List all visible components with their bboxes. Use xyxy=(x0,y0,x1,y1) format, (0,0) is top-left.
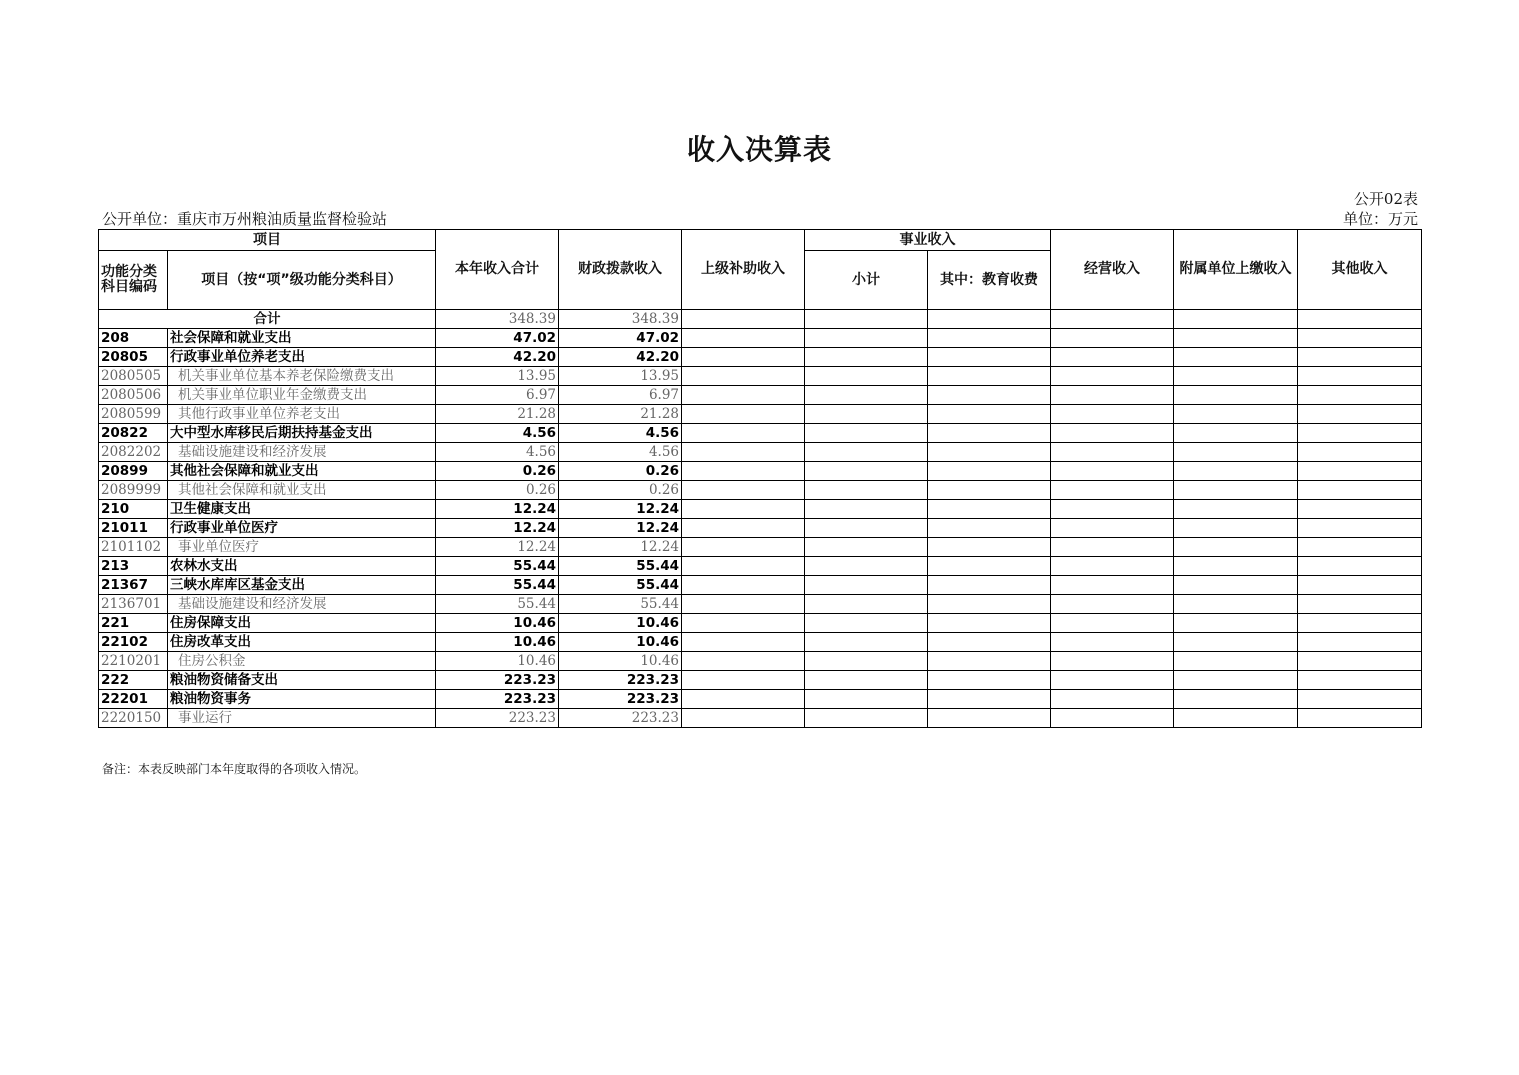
row-code: 2220150 xyxy=(99,709,168,728)
empty-cell xyxy=(805,405,928,424)
row-fiscal: 223.23 xyxy=(559,690,682,709)
empty-cell xyxy=(682,633,805,652)
empty-cell xyxy=(1298,348,1422,367)
row-fiscal: 55.44 xyxy=(559,595,682,614)
empty-cell xyxy=(1051,709,1174,728)
row-total: 223.23 xyxy=(436,671,559,690)
empty-cell xyxy=(1051,424,1174,443)
empty-cell xyxy=(1174,367,1298,386)
page-title: 收入决算表 xyxy=(686,133,832,166)
table-row xyxy=(99,538,1422,557)
empty-cell xyxy=(928,576,1051,595)
table-row xyxy=(99,500,1422,519)
empty-cell xyxy=(1298,443,1422,462)
total-label: 合计 xyxy=(99,310,436,329)
row-total: 4.56 xyxy=(436,424,559,443)
empty-cell xyxy=(805,348,928,367)
empty-cell xyxy=(1298,709,1422,728)
row-code: 210 xyxy=(99,500,168,519)
empty-cell xyxy=(682,519,805,538)
row-code: 221 xyxy=(99,614,168,633)
row-fiscal: 6.97 xyxy=(559,386,682,405)
table-row xyxy=(99,443,1422,462)
row-name: 住房公积金 xyxy=(168,652,436,671)
row-total: 0.26 xyxy=(436,481,559,500)
empty-cell xyxy=(1051,500,1174,519)
row-fiscal: 4.56 xyxy=(559,443,682,462)
empty-cell xyxy=(682,576,805,595)
header-subtotal: 小计 xyxy=(805,251,928,310)
row-fiscal: 4.56 xyxy=(559,424,682,443)
row-fiscal: 223.23 xyxy=(559,671,682,690)
empty-cell xyxy=(682,310,805,329)
row-code: 2080506 xyxy=(99,386,168,405)
empty-cell xyxy=(805,690,928,709)
table-row xyxy=(99,462,1422,481)
empty-cell xyxy=(1298,671,1422,690)
empty-cell xyxy=(1298,690,1422,709)
table-row xyxy=(99,329,1422,348)
empty-cell xyxy=(1051,633,1174,652)
empty-cell xyxy=(805,424,928,443)
empty-cell xyxy=(928,709,1051,728)
empty-cell xyxy=(928,367,1051,386)
row-fiscal: 10.46 xyxy=(559,633,682,652)
table-row xyxy=(99,348,1422,367)
row-name: 机关事业单位职业年金缴费支出 xyxy=(168,386,436,405)
header-operating: 经营收入 xyxy=(1051,230,1174,310)
empty-cell xyxy=(1051,348,1174,367)
row-code: 2089999 xyxy=(99,481,168,500)
row-total: 4.56 xyxy=(436,443,559,462)
row-code: 22102 xyxy=(99,633,168,652)
empty-cell xyxy=(1051,652,1174,671)
empty-cell xyxy=(1174,481,1298,500)
header-project: 项目 xyxy=(99,230,436,251)
empty-cell xyxy=(805,671,928,690)
row-name: 粮油物资事务 xyxy=(168,690,436,709)
row-name: 基础设施建设和经济发展 xyxy=(168,443,436,462)
reporting-unit: 公开单位：重庆市万州粮油质量监督检验站 xyxy=(102,210,388,228)
empty-cell xyxy=(805,595,928,614)
empty-cell xyxy=(1051,614,1174,633)
row-code: 213 xyxy=(99,557,168,576)
empty-cell xyxy=(805,500,928,519)
header-business-income: 事业收入 xyxy=(805,230,1051,251)
empty-cell xyxy=(682,557,805,576)
empty-cell xyxy=(682,443,805,462)
empty-cell xyxy=(1298,576,1422,595)
row-total: 13.95 xyxy=(436,367,559,386)
row-fiscal: 12.24 xyxy=(559,500,682,519)
row-total: 6.97 xyxy=(436,386,559,405)
empty-cell xyxy=(1298,538,1422,557)
row-fiscal: 55.44 xyxy=(559,557,682,576)
empty-cell xyxy=(1174,709,1298,728)
empty-cell xyxy=(1298,367,1422,386)
empty-cell xyxy=(1174,690,1298,709)
empty-cell xyxy=(805,367,928,386)
row-name: 农林水支出 xyxy=(168,557,436,576)
row-total: 10.46 xyxy=(436,614,559,633)
empty-cell xyxy=(928,595,1051,614)
empty-cell xyxy=(928,614,1051,633)
table-row xyxy=(99,709,1422,728)
header-total: 本年收入合计 xyxy=(436,230,559,310)
empty-cell xyxy=(1174,671,1298,690)
empty-cell xyxy=(1051,576,1174,595)
empty-cell xyxy=(1298,386,1422,405)
empty-cell xyxy=(805,557,928,576)
row-code: 2080505 xyxy=(99,367,168,386)
empty-cell xyxy=(1051,310,1174,329)
empty-cell xyxy=(928,405,1051,424)
empty-cell xyxy=(1298,500,1422,519)
empty-cell xyxy=(682,367,805,386)
row-fiscal: 10.46 xyxy=(559,614,682,633)
empty-cell xyxy=(1298,405,1422,424)
table-row xyxy=(99,690,1422,709)
empty-cell xyxy=(1298,614,1422,633)
empty-cell xyxy=(928,443,1051,462)
empty-cell xyxy=(805,329,928,348)
empty-cell xyxy=(1174,614,1298,633)
table-row xyxy=(99,614,1422,633)
table-row xyxy=(99,557,1422,576)
empty-cell xyxy=(1174,652,1298,671)
empty-cell xyxy=(682,424,805,443)
empty-cell xyxy=(805,481,928,500)
empty-cell xyxy=(805,443,928,462)
row-code: 20899 xyxy=(99,462,168,481)
row-name: 其他社会保障和就业支出 xyxy=(168,462,436,481)
row-code: 208 xyxy=(99,329,168,348)
row-code: 222 xyxy=(99,671,168,690)
empty-cell xyxy=(682,481,805,500)
empty-cell xyxy=(805,519,928,538)
empty-cell xyxy=(1051,671,1174,690)
empty-cell xyxy=(1051,386,1174,405)
empty-cell xyxy=(1174,519,1298,538)
table-row xyxy=(99,481,1422,500)
row-name: 基础设施建设和经济发展 xyxy=(168,595,436,614)
empty-cell xyxy=(1174,576,1298,595)
total-row xyxy=(99,310,1422,329)
row-code: 2136701 xyxy=(99,595,168,614)
row-fiscal: 223.23 xyxy=(559,709,682,728)
row-code: 20822 xyxy=(99,424,168,443)
row-fiscal: 13.95 xyxy=(559,367,682,386)
table-row xyxy=(99,595,1422,614)
empty-cell xyxy=(805,652,928,671)
footnote: 备注：本表反映部门本年度取得的各项收入情况。 xyxy=(102,762,367,776)
table-row xyxy=(99,367,1422,386)
row-name: 其他社会保障和就业支出 xyxy=(168,481,436,500)
empty-cell xyxy=(1298,519,1422,538)
empty-cell xyxy=(805,310,928,329)
row-name: 行政事业单位医疗 xyxy=(168,519,436,538)
empty-cell xyxy=(1174,310,1298,329)
row-total: 10.46 xyxy=(436,652,559,671)
empty-cell xyxy=(682,500,805,519)
empty-cell xyxy=(928,424,1051,443)
income-table xyxy=(98,229,1422,728)
empty-cell xyxy=(1174,633,1298,652)
header-affiliated: 附属单位上缴收入 xyxy=(1174,230,1298,310)
row-fiscal: 55.44 xyxy=(559,576,682,595)
empty-cell xyxy=(1174,462,1298,481)
empty-cell xyxy=(1051,443,1174,462)
empty-cell xyxy=(1298,462,1422,481)
header-superior: 上级补助收入 xyxy=(682,230,805,310)
empty-cell xyxy=(805,576,928,595)
empty-cell xyxy=(1051,557,1174,576)
row-total: 12.24 xyxy=(436,538,559,557)
row-name: 行政事业单位养老支出 xyxy=(168,348,436,367)
empty-cell xyxy=(1174,386,1298,405)
empty-cell xyxy=(1298,557,1422,576)
header-fiscal: 财政拨款收入 xyxy=(559,230,682,310)
row-fiscal: 12.24 xyxy=(559,519,682,538)
empty-cell xyxy=(1051,538,1174,557)
row-total: 55.44 xyxy=(436,557,559,576)
empty-cell xyxy=(928,633,1051,652)
empty-cell xyxy=(682,329,805,348)
row-name: 卫生健康支出 xyxy=(168,500,436,519)
row-code: 2082202 xyxy=(99,443,168,462)
row-fiscal: 0.26 xyxy=(559,462,682,481)
row-total: 0.26 xyxy=(436,462,559,481)
row-name: 住房改革支出 xyxy=(168,633,436,652)
row-name: 事业单位医疗 xyxy=(168,538,436,557)
empty-cell xyxy=(682,671,805,690)
total-fiscal: 348.39 xyxy=(559,310,682,329)
row-fiscal: 12.24 xyxy=(559,538,682,557)
empty-cell xyxy=(1051,690,1174,709)
row-name: 其他行政事业单位养老支出 xyxy=(168,405,436,424)
row-total: 12.24 xyxy=(436,500,559,519)
empty-cell xyxy=(1298,424,1422,443)
header-other: 其他收入 xyxy=(1298,230,1422,310)
empty-cell xyxy=(805,633,928,652)
empty-cell xyxy=(928,500,1051,519)
empty-cell xyxy=(928,690,1051,709)
row-name: 粮油物资储备支出 xyxy=(168,671,436,690)
table-row xyxy=(99,576,1422,595)
row-code: 2080599 xyxy=(99,405,168,424)
header-code: 功能分类科目编码 xyxy=(99,251,168,310)
empty-cell xyxy=(1051,519,1174,538)
empty-cell xyxy=(1298,633,1422,652)
empty-cell xyxy=(1174,348,1298,367)
empty-cell xyxy=(928,329,1051,348)
row-fiscal: 47.02 xyxy=(559,329,682,348)
row-name: 社会保障和就业支出 xyxy=(168,329,436,348)
row-total: 55.44 xyxy=(436,576,559,595)
table-row xyxy=(99,424,1422,443)
row-code: 2101102 xyxy=(99,538,168,557)
table-row xyxy=(99,386,1422,405)
empty-cell xyxy=(1174,595,1298,614)
empty-cell xyxy=(1174,538,1298,557)
row-total: 21.28 xyxy=(436,405,559,424)
empty-cell xyxy=(1051,329,1174,348)
empty-cell xyxy=(1174,500,1298,519)
row-total: 10.46 xyxy=(436,633,559,652)
empty-cell xyxy=(682,462,805,481)
empty-cell xyxy=(1174,424,1298,443)
total-income: 348.39 xyxy=(436,310,559,329)
empty-cell xyxy=(1298,652,1422,671)
empty-cell xyxy=(1298,329,1422,348)
table-number: 公开02表 xyxy=(1353,190,1418,208)
row-total: 12.24 xyxy=(436,519,559,538)
row-fiscal: 0.26 xyxy=(559,481,682,500)
empty-cell xyxy=(1051,367,1174,386)
empty-cell xyxy=(928,386,1051,405)
empty-cell xyxy=(1051,481,1174,500)
row-code: 2210201 xyxy=(99,652,168,671)
row-total: 42.20 xyxy=(436,348,559,367)
empty-cell xyxy=(682,709,805,728)
empty-cell xyxy=(928,481,1051,500)
empty-cell xyxy=(1174,557,1298,576)
empty-cell xyxy=(682,690,805,709)
empty-cell xyxy=(1174,329,1298,348)
row-code: 20805 xyxy=(99,348,168,367)
empty-cell xyxy=(928,348,1051,367)
empty-cell xyxy=(928,310,1051,329)
empty-cell xyxy=(682,405,805,424)
empty-cell xyxy=(682,595,805,614)
row-name: 住房保障支出 xyxy=(168,614,436,633)
empty-cell xyxy=(682,386,805,405)
row-name: 机关事业单位基本养老保险缴费支出 xyxy=(168,367,436,386)
empty-cell xyxy=(682,614,805,633)
empty-cell xyxy=(928,671,1051,690)
table-row xyxy=(99,519,1422,538)
empty-cell xyxy=(1051,405,1174,424)
row-code: 21367 xyxy=(99,576,168,595)
empty-cell xyxy=(1174,443,1298,462)
header-education: 其中：教育收费 xyxy=(928,251,1051,310)
header-name: 项目（按“项”级功能分类科目） xyxy=(168,251,436,310)
row-code: 21011 xyxy=(99,519,168,538)
row-name: 事业运行 xyxy=(168,709,436,728)
empty-cell xyxy=(682,538,805,557)
empty-cell xyxy=(1298,595,1422,614)
row-fiscal: 42.20 xyxy=(559,348,682,367)
row-name: 大中型水库移民后期扶持基金支出 xyxy=(168,424,436,443)
empty-cell xyxy=(805,614,928,633)
row-name: 三峡水库库区基金支出 xyxy=(168,576,436,595)
empty-cell xyxy=(928,538,1051,557)
table-row xyxy=(99,652,1422,671)
empty-cell xyxy=(928,557,1051,576)
row-code: 22201 xyxy=(99,690,168,709)
empty-cell xyxy=(1051,462,1174,481)
row-total: 55.44 xyxy=(436,595,559,614)
empty-cell xyxy=(682,652,805,671)
empty-cell xyxy=(682,348,805,367)
table-row xyxy=(99,671,1422,690)
row-total: 223.23 xyxy=(436,709,559,728)
currency-unit: 单位：万元 xyxy=(1342,210,1418,228)
table-row xyxy=(99,405,1422,424)
row-fiscal: 21.28 xyxy=(559,405,682,424)
empty-cell xyxy=(928,652,1051,671)
empty-cell xyxy=(1298,310,1422,329)
empty-cell xyxy=(805,386,928,405)
row-fiscal: 10.46 xyxy=(559,652,682,671)
empty-cell xyxy=(928,519,1051,538)
row-total: 47.02 xyxy=(436,329,559,348)
empty-cell xyxy=(1298,481,1422,500)
table-row xyxy=(99,633,1422,652)
empty-cell xyxy=(1174,405,1298,424)
empty-cell xyxy=(805,462,928,481)
empty-cell xyxy=(1051,595,1174,614)
empty-cell xyxy=(928,462,1051,481)
empty-cell xyxy=(805,538,928,557)
empty-cell xyxy=(805,709,928,728)
row-total: 223.23 xyxy=(436,690,559,709)
